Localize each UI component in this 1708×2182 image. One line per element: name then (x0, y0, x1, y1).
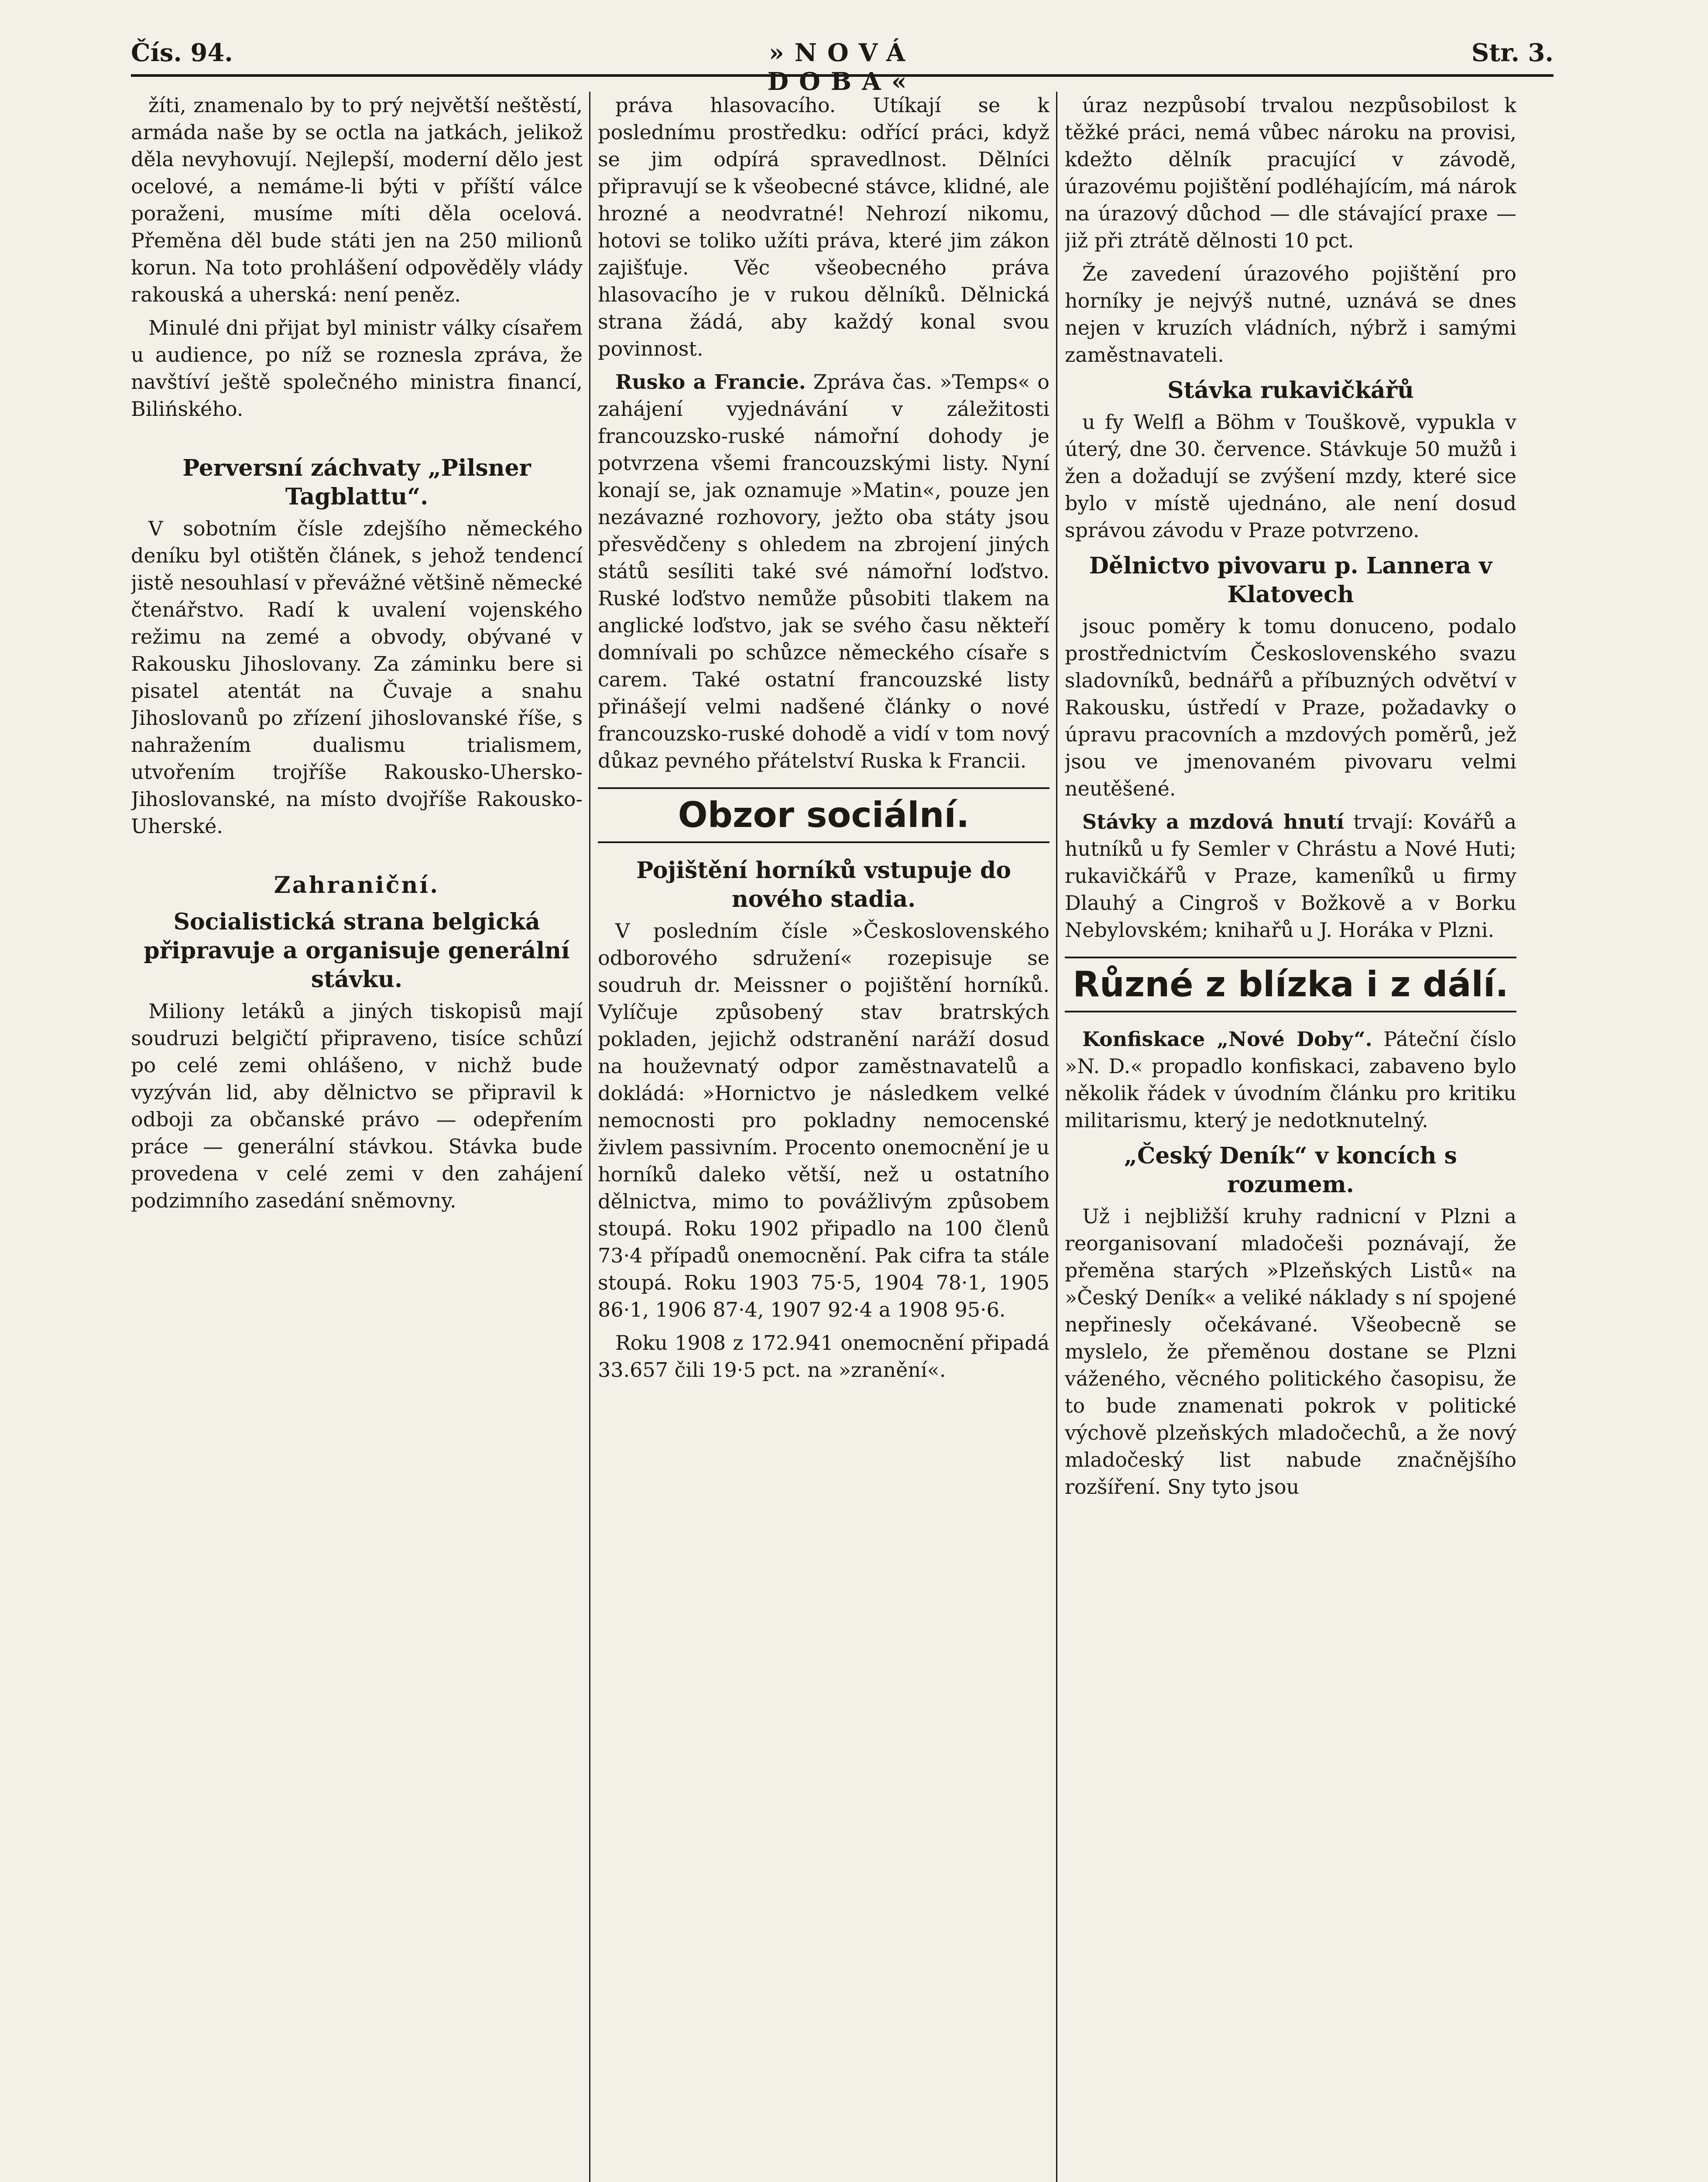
section-title: Obzor sociální. (598, 787, 1049, 843)
article-headline: Perversní záchvaty „Pilsner Tagblattu“. (182, 455, 531, 510)
article-text: V sobotním čísle zdejšího německého deníku byl otištěn článek, s jehož tendencí jistě nesouhlasí v převážné většině německé čtenářstvo. Radí k uvalení vojenského režimu na zemé a obvody, obývané v Rakousku Jihoslovany. Za záminku bere si pisatel atentát na Čuvaje a snahu Jihoslovanů po zřízení jihoslovanské říše, s nahražením dualismu trialismem, utvořením trojříše Rakousko-Uhersko-Jihoslovanské, na místo dvojříše Rakousko-Uherské. (131, 517, 583, 838)
article-lead: Stávky a mzdová hnutí (1082, 810, 1344, 834)
column-divider (1056, 92, 1057, 2182)
column-divider (589, 92, 590, 2182)
article-text: V posledním čísle »Československého odborového sdružení« rozepisuje se soudruh dr. Meissner o pojištění horníků. Vylíčuje způsobený stav bratrských pokladen, jejichž odstranění naráží dosud na houževnatý odpor zaměstnavatelů a dokládá: »Hornictvo je následkem velké nemocnosti pro pokladny nemocenské živlem passivním. Procento onemocnění je u horníků daleko větší, než u ostatního dělnictva, mimo to povážlivým způsobem stoupá. Roku 1902 připadlo na 100 členů 73·4 případů onemocnění. Pak cifra ta stále stoupá. Roku 1903 75·5, 1904 78·1, 1905 86·1, 1906 87·4, 1907 92·4 a 1908 95·6. (598, 919, 1049, 1321)
article-text: práva hlasovacího. Utíkají se k poslednímu prostředku: odřící práci, když se jim odpírá spravedlnost. Dělníci připravují se k všeobecné stávce, klidné, ale hrozné a neodvratné! Nehrozí nikomu, hotovi se toliko užíti práva, které jim zákon zajišťuje. Věc všeobecného práva hlasovacího je v rukou dělníků. Dělnická strana žádá, aby každý konal svou povinnost. (598, 93, 1049, 360)
article-text: Miliony letáků a jiných tiskopisů mají soudruzi belgičtí připraveno, tisíce schůzí po celé zemi ohlášeno, v nichž bude vyzýván lid, aby dělnictvo se připravil k odboji za občanské právo — odepřením práce — generální stávkou. Stávka bude provedena v celé zemi v den zahájení podzimního zasedání sněmovny. (131, 999, 583, 1212)
article-text: žíti, znamenalo by to prý největší neštěstí, armáda naše by se octla na jatkách, jelikož děla nevyhovují. Nejlepší, moderní dělo jest ocelové, a nemáme-li býti v příští válce poraženi, musíme míti děla ocelová. Přeměna děl bude státi jen na 250 milionů korun. Na toto prohlášení odpověděly vlády rakouská a uherská: není peněz. (131, 93, 583, 306)
column-3 (1065, 92, 1516, 2182)
page-header (131, 31, 1554, 96)
section-subtitle: Zahraniční. (274, 872, 440, 899)
article-text: trvají: Kovářů a hutníků u fy Semler v Chrástu a Nové Huti; rukavičkářů v Praze, kamenîků u firmy Dlauhý a Cingroš v Božkově a v Borku Nebylovském; knihařů u J. Horáka v Plzni. (1065, 810, 1516, 942)
article-text: u fy Welfl a Böhm v Touškově, vypukla v úterý, dne 30. července. Stávkuje 50 mužů i žen a dožadují se zvýšení mzdy, které sice bylo v místě ujednáno, ale není dosud správou závodu v Praze potvrzeno. (1065, 410, 1516, 542)
article-text: Už i nejbližší kruhy radnicní v Plzni a reorganisovaní mladočeši poznávají, že přeměna starých »Plzeňských Listů« na »Český Deník« a veliké náklady s ní spojené nepřinesly očekávané. Všeobecně se myslelo, že přeměnou dostane se Plzni váženého, věcného politického časopisu, že to bude znamenati pokrok v politické výchově plzeňských mladočechů, a že nový mladočeský list nabude značnějšího rozšíření. Sny tyto jsou (1065, 1204, 1516, 1499)
article-headline: „Český Deník“ v koncích s rozumem. (1124, 1142, 1457, 1198)
article-lead: Rusko a Francie. (615, 370, 806, 394)
issue-number: Čís. 94. (131, 38, 233, 67)
article-text: Roku 1908 z 172.941 onemocnění připadá 33.657 čili 19·5 pct. na »zranění«. (598, 1331, 1049, 1382)
article-text: úraz nezpůsobí trvalou nezpůsobilost k těžké práci, nemá vůbec nároku na provisi, kdežto dělník pracující v závodě, úrazovému pojištění podléhajícím, má nárok na úrazový důchod — dle stávající praxe — již při ztrátě dělnosti 10 pct. (1065, 93, 1516, 252)
article-text: Minulé dni přijat byl ministr války císařem u audience, po níž se roznesla zpráva, že navštíví ještě společného ministra financí, Bilińského. (131, 316, 583, 421)
column-1 (131, 92, 583, 2182)
article-headline: Socialistická strana belgická připravuje a organisuje generální stávku. (144, 909, 570, 993)
article-lead: Konfiskace „Nové Doby“. (1082, 1027, 1372, 1051)
article-text: Že zavedení úrazového pojištění pro horníky je nejvýš nutné, uznává se dnes nejen v kruzích vládních, nýbrž i samými zaměstnavateli. (1065, 262, 1516, 367)
column-2 (598, 92, 1049, 2182)
article-text: Zpráva čas. »Temps« o zahájení vyjednávání v záležitosti francouzsko-ruské námořní dohody je potvrzena všemi francouzskými listy. Nyní konají se, jak oznamuje »Matin«, pouze jen nezávazné rozhovory, ježto oba státy jsou přesvědčeny s ohledem na zbrojení jiných států sesíliti také své námořní loďstvo. Ruské loďstvo nemůže působiti tlakem na anglické loďstvo, jak se svého času někteří domnívali po schůzce německého císaře s carem. Také ostatní francouzské listy přinášejí velmi nadšené články o nové francouzsko-ruské dohodě a vidí v tom nový důkaz pevného přátelství Ruska k Francii. (598, 370, 1049, 772)
masthead-title: »NOVÁ DOBA« (767, 38, 917, 96)
article-headline: Pojištění horníků vstupuje do nového stadia. (636, 857, 1011, 913)
section-title: Různé z blízka i z dálí. (1065, 957, 1516, 1012)
article-headline: Stávka rukavičkářů (1167, 377, 1414, 404)
article-text: Páteční číslo »N. D.« propadlo konfiskaci, zabaveno bylo několik řádek v úvodním článku pro kritiku militarismu, který je nedotknutelný. (1065, 1027, 1516, 1132)
page-number: Str. 3. (1471, 38, 1554, 67)
article-headline: Dělnictvo pivovaru p. Lannera v Klatovech (1089, 552, 1492, 608)
article-text: jsouc poměry k tomu donuceno, podalo prostřednictvím Československého svazu sladovníků, bednářů a příbuzných odvětví v Rakousku, ústředí v Praze, požadavky o úpravu pracovních a mzdových poměrů, jež jsou ve jmenovaném pivovaru velmi neutěšené. (1065, 614, 1516, 800)
